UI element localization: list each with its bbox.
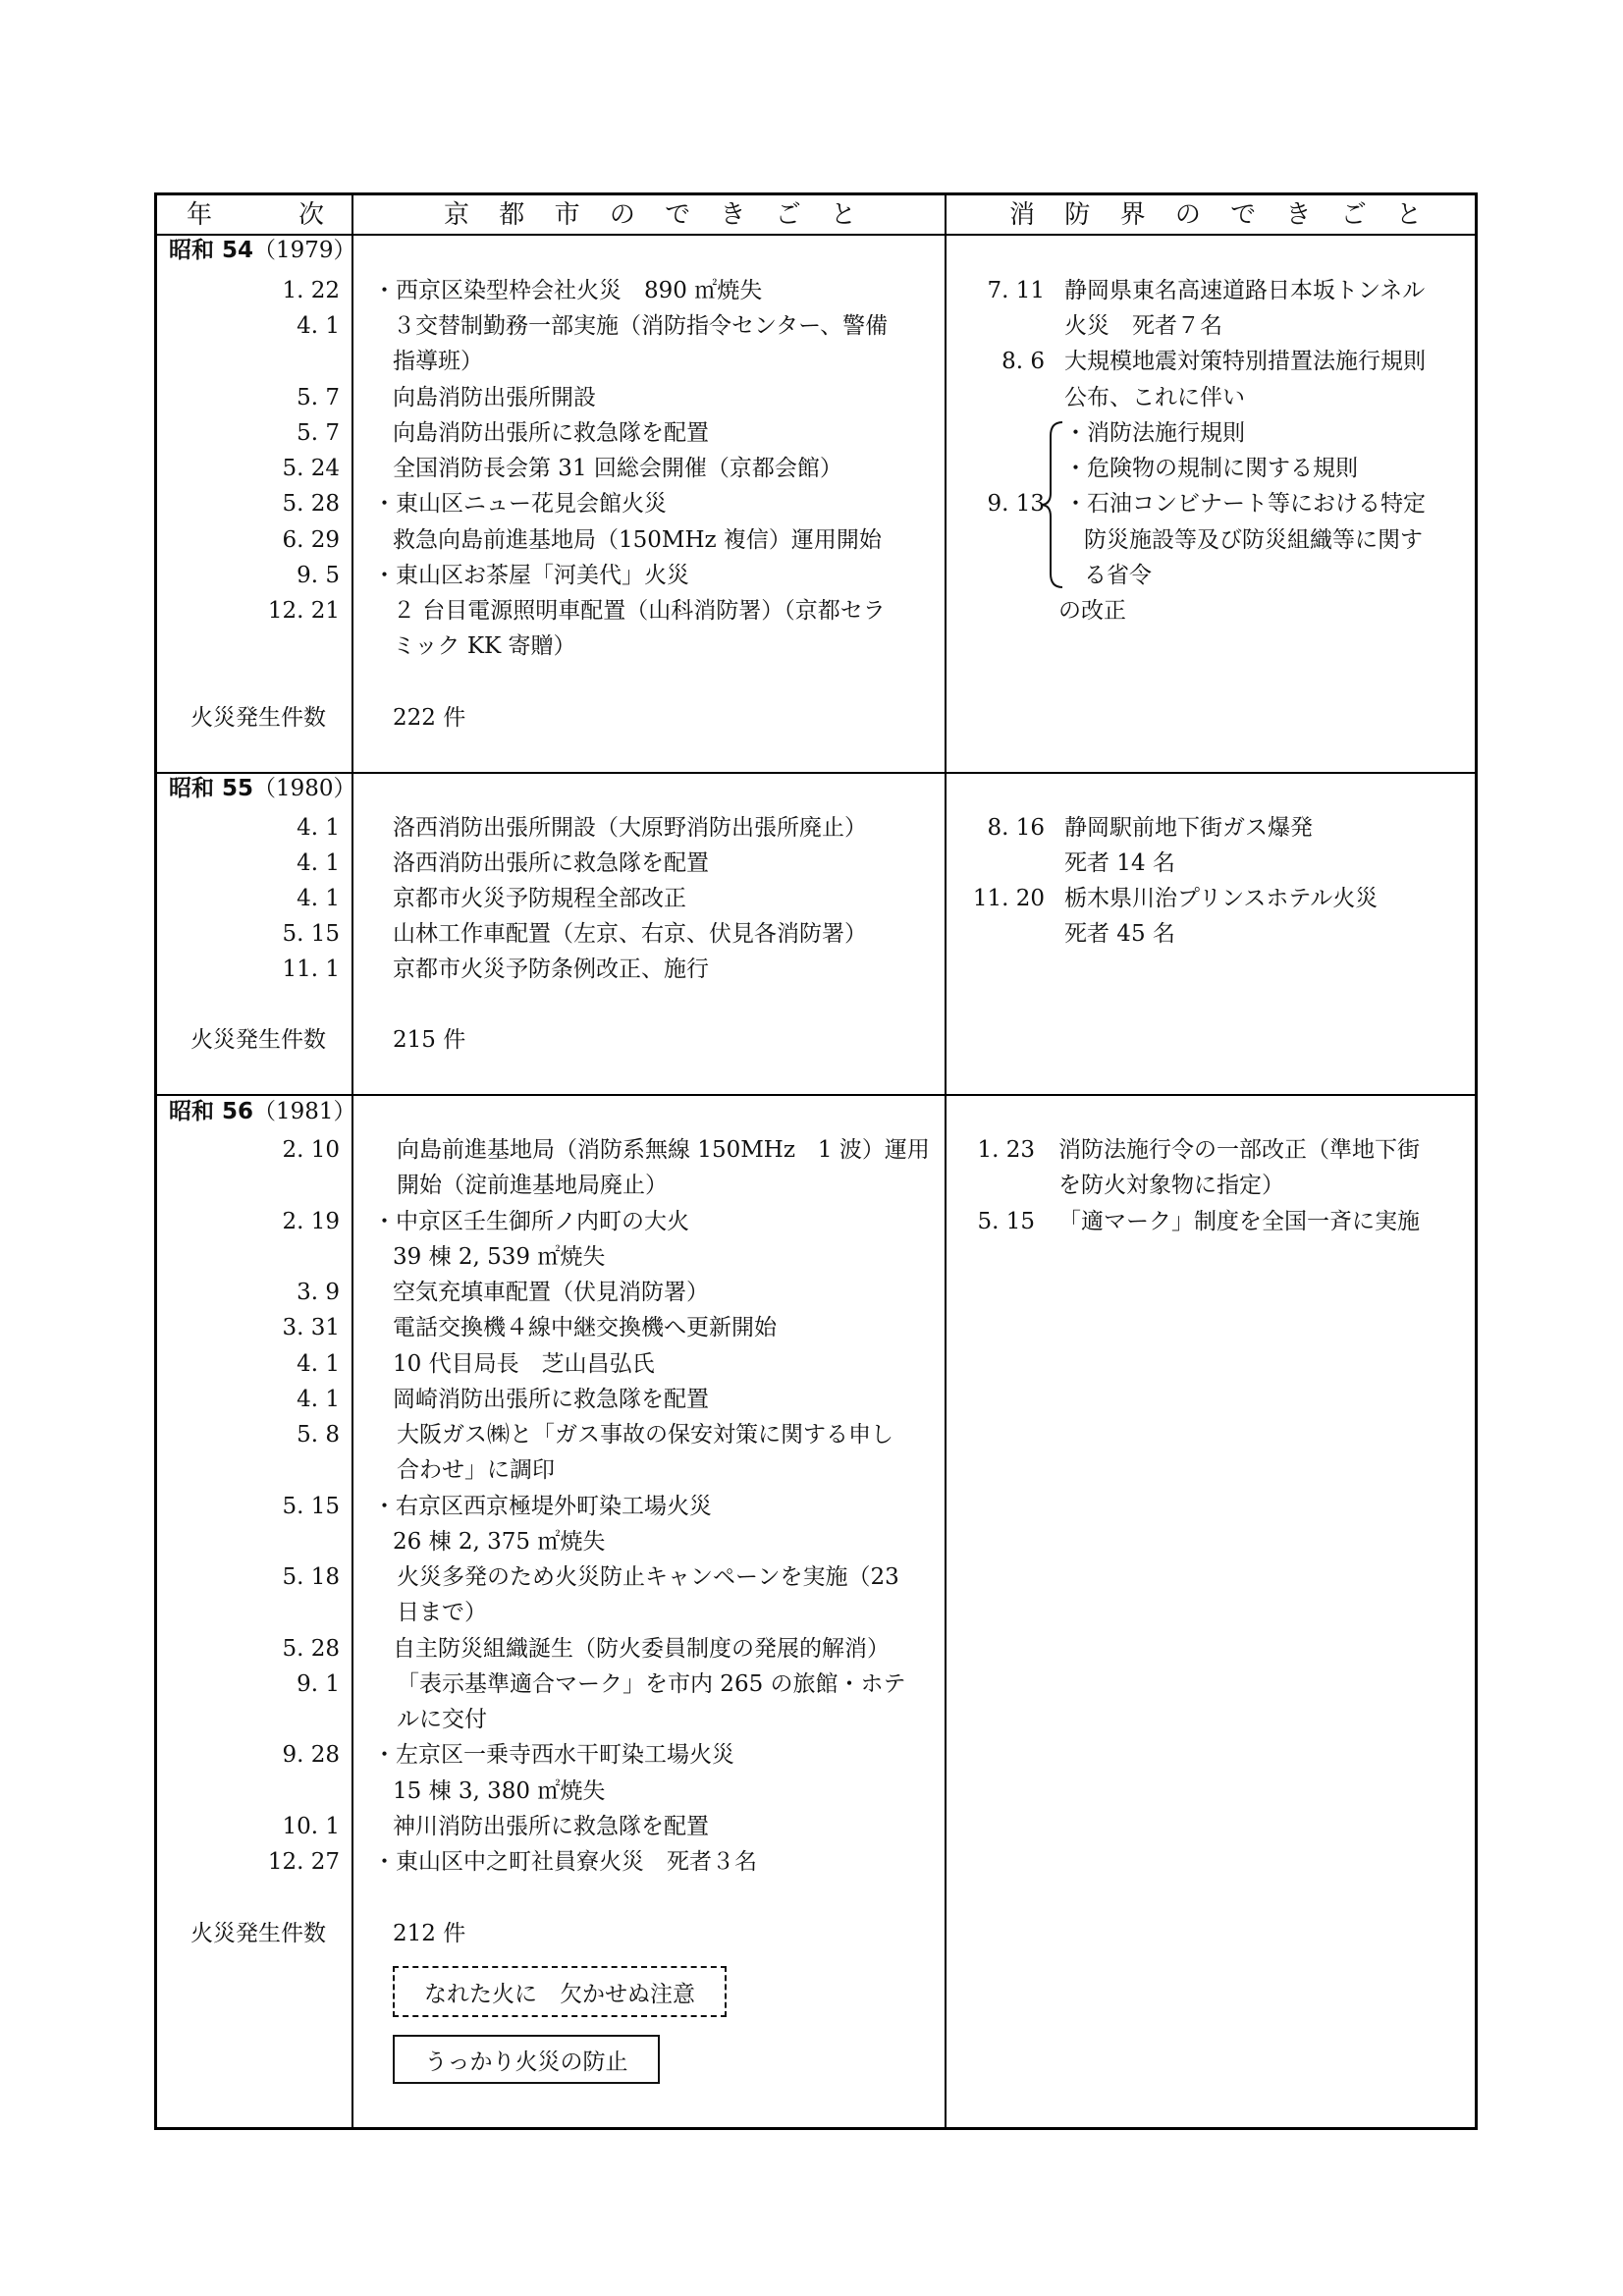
kyoto-date: 4. 1 xyxy=(297,1387,340,1412)
kyoto-date: 4. 1 xyxy=(297,815,340,841)
kyoto-event: 火災多発のため火災防止キャンペーンを実施（23 xyxy=(397,1564,899,1590)
kyoto-date: 9. 5 xyxy=(297,563,340,588)
kyoto-date: 11. 1 xyxy=(282,957,340,982)
fire-count: 215 件 xyxy=(393,1027,466,1053)
kyoto-date: 5. 28 xyxy=(282,1636,340,1662)
kyoto-date: 4. 1 xyxy=(297,886,340,911)
kyoto-event: ３交替制勤務一部実施（消防指令センター、警備 xyxy=(393,313,889,339)
national-event-cont: 火災 死者７名 xyxy=(1064,313,1222,339)
kyoto-date: 5. 28 xyxy=(282,491,340,517)
kyoto-event: 向島消防出張所に救急隊を配置 xyxy=(393,420,709,446)
fire-count-label: 火災発生件数 xyxy=(190,1027,326,1053)
kyoto-date: 6. 29 xyxy=(282,527,340,553)
national-date: 5. 15 xyxy=(977,1209,1035,1234)
kyoto-date: 5. 7 xyxy=(297,385,340,410)
kyoto-date: 5. 18 xyxy=(282,1564,340,1590)
fire-count: 212 件 xyxy=(393,1921,466,1946)
kyoto-date: 4. 1 xyxy=(297,850,340,876)
kyoto-date: 9. 1 xyxy=(297,1671,340,1697)
national-date: 7. 11 xyxy=(987,278,1045,303)
western-year: （1980） xyxy=(253,776,356,801)
kyoto-date: 3. 31 xyxy=(282,1315,340,1340)
kyoto-date: 1. 22 xyxy=(282,278,340,303)
curly-brace-icon xyxy=(1039,420,1064,589)
national-date: 8. 16 xyxy=(987,815,1045,841)
kyoto-event-cont: 39 棟 2, 539 ㎡焼失 xyxy=(393,1244,606,1270)
kyoto-event: 「表示基準適合マーク」を市内 265 の旅館・ホテ xyxy=(397,1671,906,1697)
kyoto-event: 救急向島前進基地局（150MHz 複信）運用開始 xyxy=(393,527,882,553)
western-year: （1979） xyxy=(253,238,356,263)
national-date: 11. 20 xyxy=(972,886,1045,911)
national-event: 静岡県東名高速道路日本坂トンネル xyxy=(1064,278,1426,303)
kyoto-event-cont: 26 棟 2, 375 ㎡焼失 xyxy=(393,1529,606,1555)
kyoto-event: 大阪ガス㈱と「ガス事故の保安対策に関する申し xyxy=(397,1422,893,1448)
table-border-right xyxy=(1475,192,1478,2130)
kyoto-date: 2. 19 xyxy=(282,1209,340,1234)
kyoto-event: ２ 台目電源照明車配置（山科消防署）（京都セラ xyxy=(393,598,886,624)
era-year-1981 xyxy=(169,1097,356,1126)
kyoto-event: ・東山区お茶屋「河美代」火災 xyxy=(373,563,689,588)
kyoto-event: 向島前進基地局（消防系無線 150MHz 1 波）運用 xyxy=(397,1137,930,1163)
national-event: 大規模地震対策特別措置法施行規則 xyxy=(1064,349,1426,374)
kyoto-event: ・左京区一乗寺西水干町染工場火災 xyxy=(373,1742,734,1768)
national-brace-item-cont: る省令 xyxy=(1084,563,1152,588)
western-year: （1981） xyxy=(253,1099,356,1124)
national-brace-item: ・消防法施行規則 xyxy=(1064,420,1245,446)
national-event: 「適マーク」制度を全国一斉に実施 xyxy=(1058,1209,1420,1234)
kyoto-date: 2. 10 xyxy=(282,1137,340,1163)
kyoto-event-cont: ルに交付 xyxy=(397,1707,487,1732)
kyoto-event: ・右京区西京極堤外町染工場火災 xyxy=(373,1494,712,1519)
kyoto-event-cont: 日まで） xyxy=(397,1600,487,1625)
kyoto-event: 自主防災組織誕生（防火委員制度の発展的解消） xyxy=(393,1636,890,1662)
kyoto-event: 空気充填車配置（伏見消防署） xyxy=(393,1280,709,1305)
era-label: 昭和 56 xyxy=(169,1099,254,1124)
kyoto-event: ・東山区中之町社員寮火災 死者３名 xyxy=(373,1849,757,1875)
fire-count: 222 件 xyxy=(393,705,466,731)
kyoto-date: 12. 27 xyxy=(267,1849,340,1875)
national-event: 栃木県川治プリンスホテル火災 xyxy=(1064,886,1379,911)
national-brace-item-cont: 防災施設等及び防災組織等に関す xyxy=(1084,527,1423,553)
kyoto-date: 9. 28 xyxy=(282,1742,340,1768)
header-national-events: 消防界のできごと xyxy=(1009,200,1422,230)
kyoto-event: 10 代目局長 芝山昌弘氏 xyxy=(393,1351,655,1377)
kyoto-event: 向島消防出張所開設 xyxy=(393,385,596,410)
kyoto-event: 神川消防出張所に救急隊を配置 xyxy=(393,1814,709,1839)
national-event: の改正 xyxy=(1058,598,1126,624)
slogan-box-dashed: なれた火に 欠かせぬ注意 xyxy=(393,1966,727,2017)
kyoto-date: 5. 7 xyxy=(297,420,340,446)
era-year-1980 xyxy=(169,774,356,803)
national-brace-item: ・石油コンビナート等における特定 xyxy=(1064,491,1426,517)
kyoto-event-cont: 開始（淀前進基地局廃止） xyxy=(397,1173,668,1198)
national-brace-item: ・危険物の規制に関する規則 xyxy=(1064,456,1358,481)
kyoto-event: 洛西消防出張所に救急隊を配置 xyxy=(393,850,709,876)
kyoto-date: 10. 1 xyxy=(282,1814,340,1839)
kyoto-event: 岡崎消防出張所に救急隊を配置 xyxy=(393,1387,709,1412)
column-divider-1 xyxy=(352,192,353,2130)
kyoto-date: 4. 1 xyxy=(297,313,340,339)
national-event-cont: 死者 45 名 xyxy=(1064,921,1175,947)
kyoto-event: 山林工作車配置（左京、右京、伏見各消防署） xyxy=(393,921,867,947)
kyoto-date: 4. 1 xyxy=(297,1351,340,1377)
kyoto-event: ・西京区染型枠会社火災 890 ㎡焼失 xyxy=(373,278,763,303)
fire-count-label: 火災発生件数 xyxy=(190,705,326,731)
kyoto-date: 5. 15 xyxy=(282,921,340,947)
kyoto-event: 洛西消防出張所開設（大原野消防出張所廃止） xyxy=(393,815,867,841)
era-label: 昭和 55 xyxy=(169,776,254,801)
slogan-box-solid: うっかり火災の防止 xyxy=(393,2035,660,2084)
kyoto-event: 全国消防長会第 31 回総会開催（京都会館） xyxy=(393,456,842,481)
kyoto-date: 5. 8 xyxy=(297,1422,340,1448)
kyoto-event: ・東山区ニュー花見会館火災 xyxy=(373,491,667,517)
kyoto-event-cont: 指導班） xyxy=(393,349,483,374)
kyoto-event: 京都市火災予防条例改正、施行 xyxy=(393,957,709,982)
era-label: 昭和 54 xyxy=(169,238,254,263)
header-year: 年 次 xyxy=(187,200,324,230)
table-border-left xyxy=(154,192,157,2130)
fire-count-label: 火災発生件数 xyxy=(190,1921,326,1946)
national-event-cont: 公布、これに伴い xyxy=(1064,385,1245,410)
kyoto-event: ・中京区壬生御所ノ内町の大火 xyxy=(373,1209,689,1234)
header-kyoto-events: 京都市のできごと xyxy=(444,200,856,230)
kyoto-event-cont: 15 棟 3, 380 ㎡焼失 xyxy=(393,1778,606,1804)
national-date: 9. 13 xyxy=(987,491,1045,517)
kyoto-event-cont: 合わせ」に調印 xyxy=(397,1457,555,1483)
national-date: 8. 6 xyxy=(1001,349,1045,374)
national-event-cont: を防火対象物に指定） xyxy=(1058,1173,1284,1198)
national-event: 消防法施行令の一部改正（準地下街 xyxy=(1058,1137,1420,1163)
national-event-cont: 死者 14 名 xyxy=(1064,850,1175,876)
era-year-1979 xyxy=(169,236,356,265)
kyoto-event-cont: ミック KK 寄贈） xyxy=(393,633,576,659)
national-date: 1. 23 xyxy=(977,1137,1035,1163)
kyoto-date: 12. 21 xyxy=(267,598,340,624)
kyoto-date: 5. 24 xyxy=(282,456,340,481)
kyoto-event: 電話交換機４線中継交換機へ更新開始 xyxy=(393,1315,777,1340)
national-event: 静岡駅前地下街ガス爆発 xyxy=(1064,815,1313,841)
kyoto-date: 3. 9 xyxy=(297,1280,340,1305)
kyoto-date: 5. 15 xyxy=(282,1494,340,1519)
kyoto-event: 京都市火災予防規程全部改正 xyxy=(393,886,686,911)
